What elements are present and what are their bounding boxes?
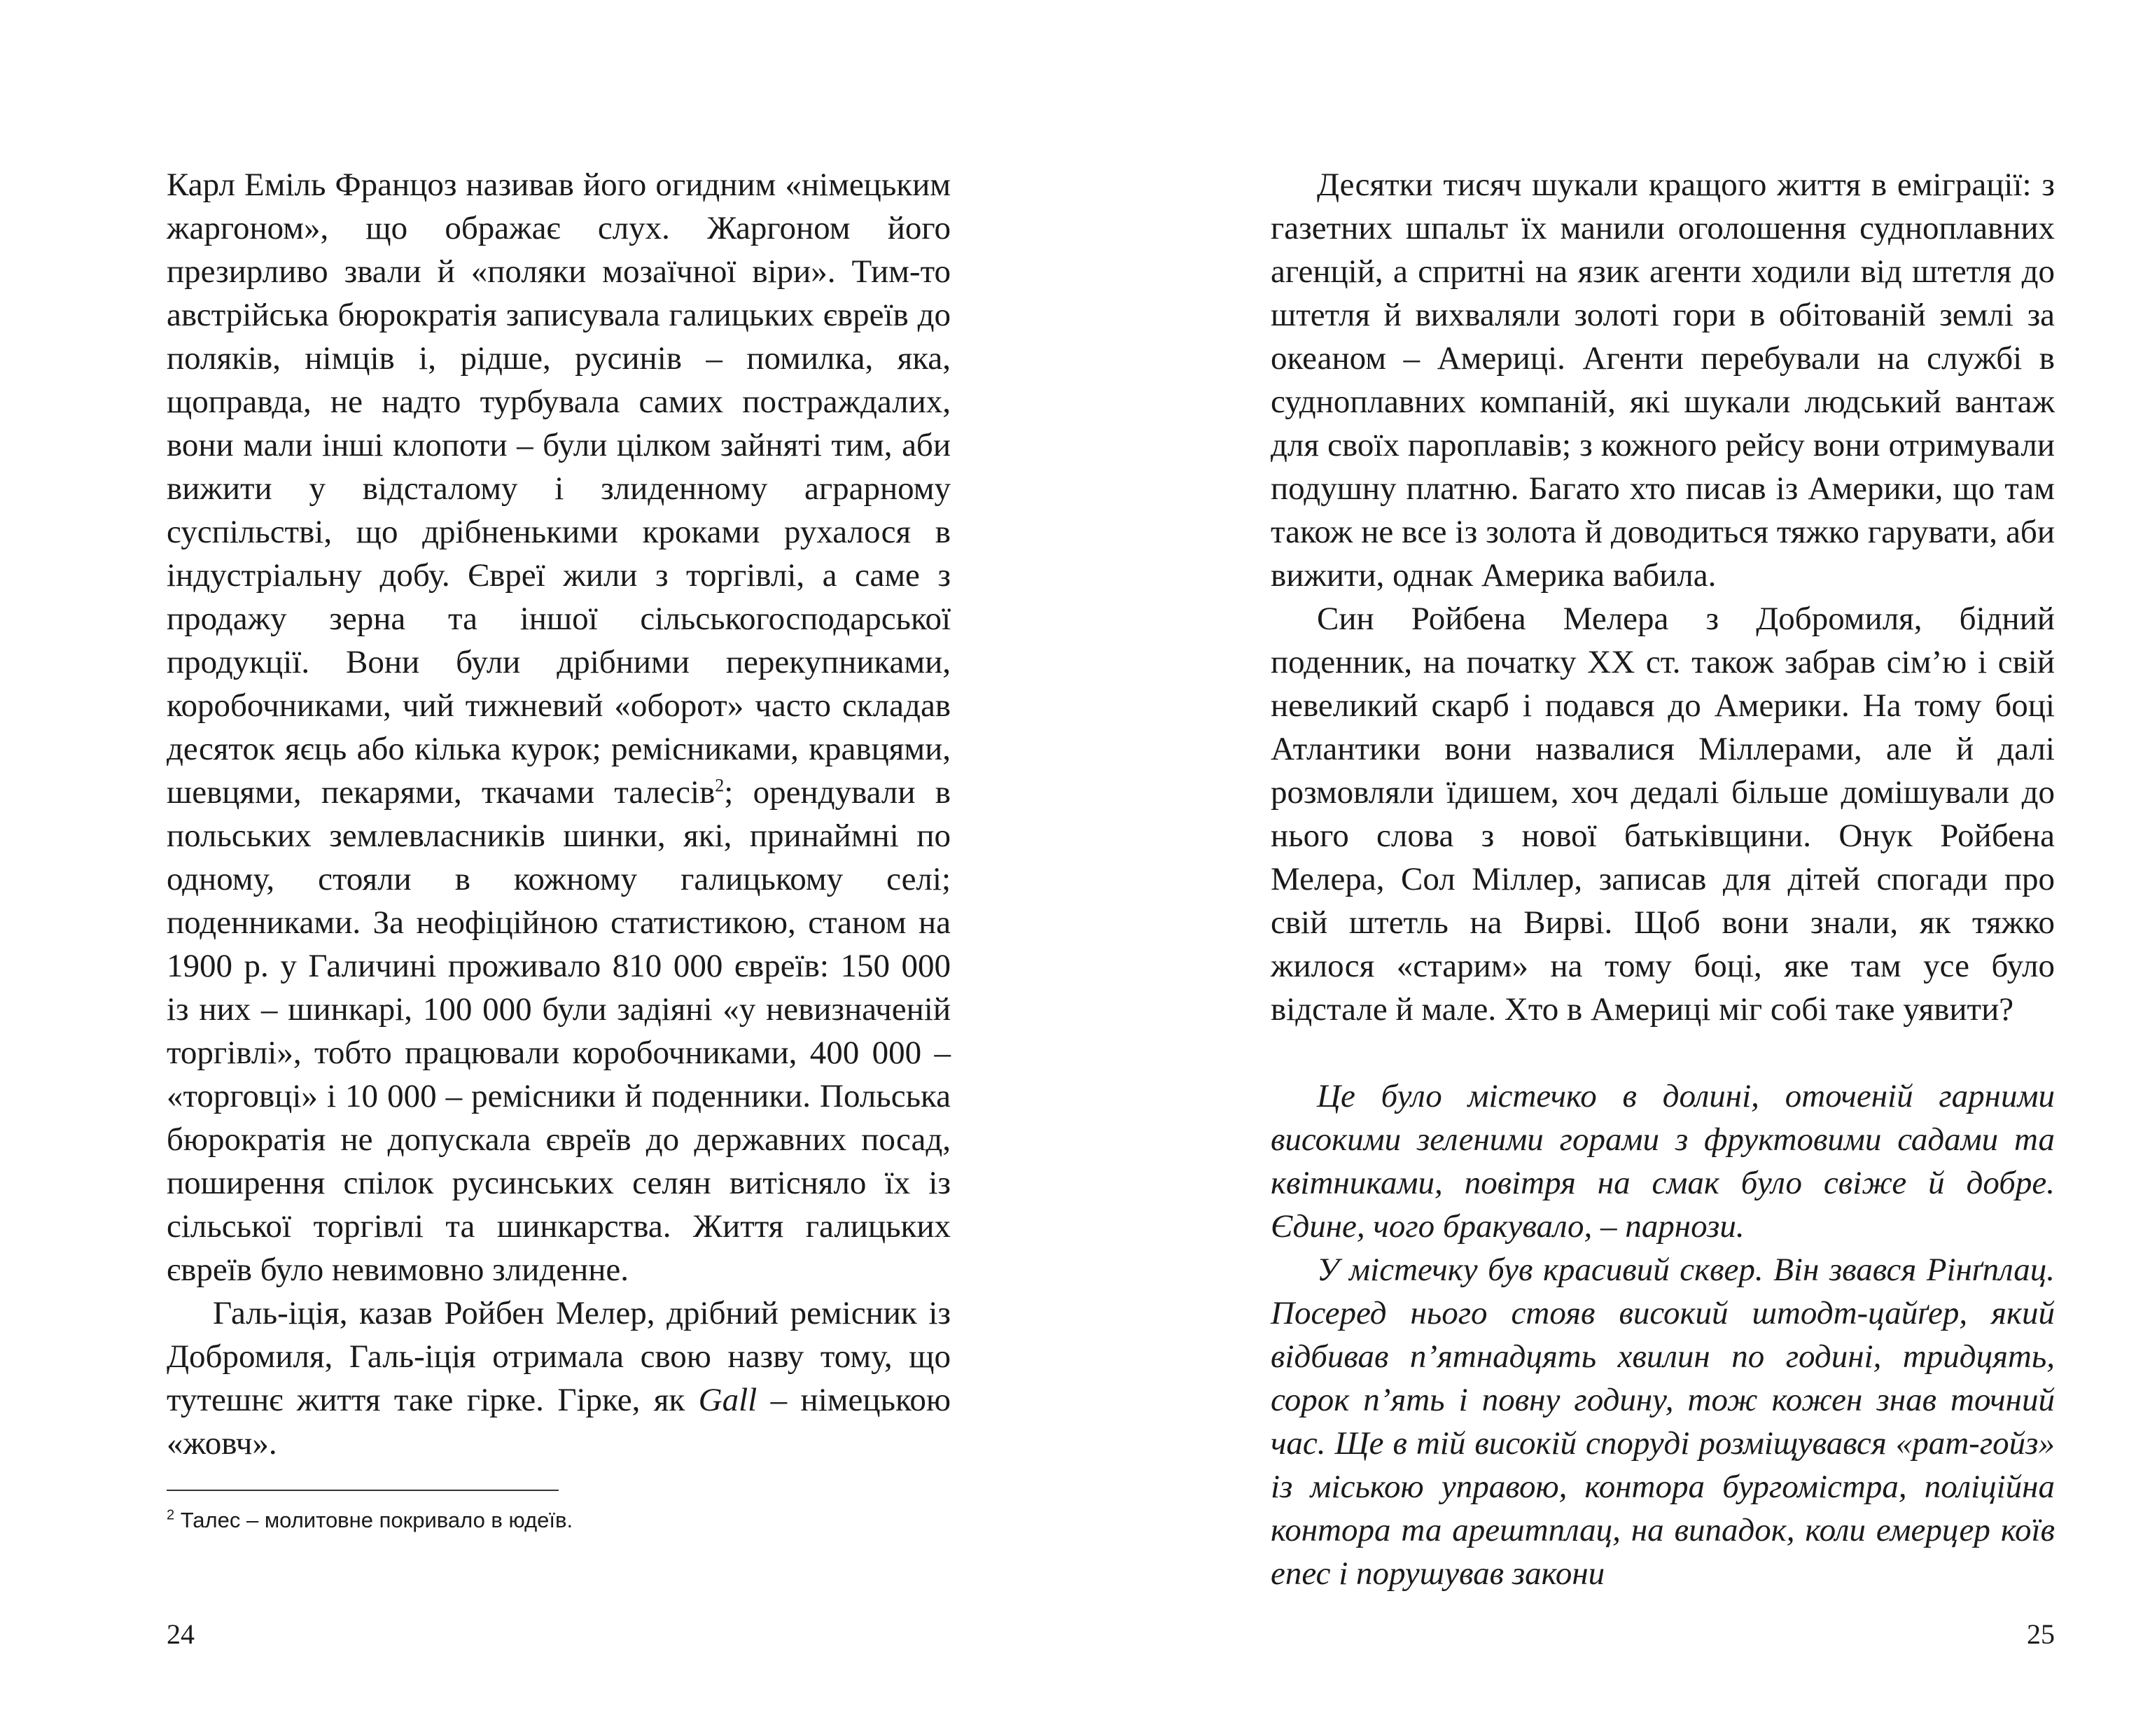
paragraph-text: – німецькою «жовч». [167, 1382, 951, 1462]
right-page-text [1271, 163, 2055, 1595]
italic-paragraph: Це було містечко в долині, оточеній гарними високими зеленими горами з фруктовими садами та квітниками, повітря на смак було свіже й добре. Єдине, чого бракувало, – парнози. [1271, 1078, 2055, 1245]
footnote-divider [167, 1490, 559, 1491]
italic-term: Gall [698, 1382, 758, 1418]
paragraph-text: ; орендували в польських землевласників шинки, які, принаймні по одному, стояли в кожному галицькому селі; поденниками. За неофіційною статистикою, станом на 1900 р. у Галичині проживало 810 000 євреїв: 150 000 із них – шинкарі, 100 000 були задіяні «у невизначеній торгівлі», тобто працювали коробочниками, 400 000 – «торговці» і 10 000 – ремісники й поденники. Польська бюрократія не допускала євреїв до державних посад, поширення спілок русинських селян витісняло їх із сільської торгівлі та шинкарства. Життя галицьких євреїв було невимовно злиденне. [167, 774, 951, 1288]
footnote-number: 2 [167, 1507, 175, 1523]
paragraph-gap [1271, 1031, 2055, 1074]
paragraph [167, 163, 951, 1292]
paragraph: Десятки тисяч шукали кращого життя в еміграції: з газетних шпальт їх манили оголошення судноплавних агенцій, а спритні на язик агенти ходили від штетля до штетля й вихваляли золоті гори в обітованій землі за океаном – Америці. Агенти перебували на службі в судноплавних компаній, які шукали людський вантаж для своїх пароплавів; з кожного рейсу вони отримували подушну платню. Багато хто писав із Америки, що там також не все із золота й доводиться тяжко гарувати, аби вижити, однак Америка вабила. [1271, 167, 2055, 594]
footnote-text: Талес – молитовне покривало в юдеїв. [174, 1508, 573, 1532]
paragraph: Син Ройбена Мелера з Добромиля, бідний поденник, на початку XX ст. також забрав сім’ю і свій невеликий скарб і подався до Америки. На тому боці Атлантики вони назвалися Міллерами, але й далі розмовляли їдишем, хоч дедалі більше домішували до нього слова з нової батьківщини. Онук Ройбена Мелера, Сол Міллер, записав для дітей спогади про свій штетль на Вирві. Щоб вони знали, як тяжко жилося «старим» на тому боці, яке там усе було відстале й мале. Хто в Америці міг собі таке уявити? [1271, 601, 2055, 1028]
paragraph-text: Галь-іція, казав Ройбен Мелер, дрібний ремісник із Добромиля, Галь-іція отримала свою назву тому, що тутешнє життя таке гірке. Гірке, як [167, 1295, 951, 1418]
paragraph-text: Карл Еміль Францоз називав його огидним «німецьким жаргоном», що ображає слух. Жаргоном його презирливо звали й «поляки мозаїчної віри». Тим-то австрійська бюрократія записувала галицьких євреїв до поляків, німців і, рідше, русинів – помилка, яка, щоправда, не надто турбувала самих постраждалих, вони мали інші клопоти – були цілком зайняті тим, аби вижити у відсталому і злиденному аграрному суспільстві, що дрібненькими кроками рухалося в індустріальну добу. Євреї жили з торгівлі, а саме з продажу зерна та іншої сільськогосподарської продукції. Вони були дрібними перекупниками, коробочниками, чий тижневий «оборот» часто складав десяток яєць або кілька курок; ремісниками, кравцями, шевцями, пекарями, ткачами талесів [167, 167, 951, 811]
right-page [1075, 0, 2150, 1736]
page-number-left: 24 [167, 1618, 195, 1650]
left-page-text [167, 163, 951, 1465]
footnote-reference: 2 [715, 775, 725, 796]
footnote [167, 1505, 951, 1536]
page-number-right: 25 [2027, 1618, 2055, 1650]
italic-paragraph: У містечку був красивий сквер. Він звався Рінґплац. Посеред нього стояв високий штодт-цайґер, який відбивав п’ятнадцять хвилин по годині, тридцять, сорок п’ять і повну годину, тож кожен знав точний час. Ще в тій високій споруді розміщувався «рат-гойз» із міською управою, контора бургомістра, поліційна контора та арештплац, на випадок, коли емерцер коїв епес і порушував закони [1271, 1252, 2055, 1592]
paragraph [167, 1292, 951, 1465]
